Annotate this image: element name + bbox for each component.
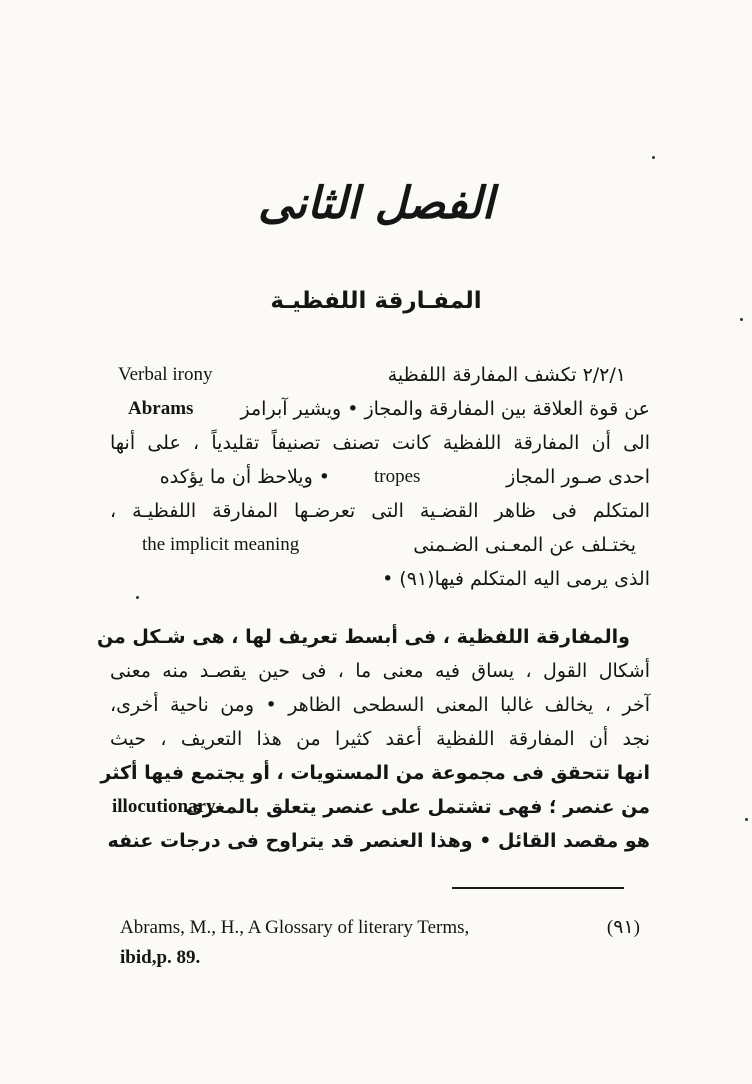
- p2-line6-english: illocutionary: [112, 796, 216, 817]
- p1-line1-arabic: ٢/٢/١ تكشف المفارقة اللفظية: [387, 364, 626, 386]
- p2-line2: أشكال القول ، يساق فيه معنى ما ، فى حين يقصـد منه معنى: [110, 660, 650, 682]
- scan-speck: [136, 596, 139, 599]
- p2-line7: هو مقصد القائل • وهذا العنصر قد يتراوح فى درجات عنفه: [107, 830, 650, 852]
- p1-line6-arabic: يختـلف عن المعـنى الضـمنى: [413, 534, 636, 556]
- scan-speck: [745, 818, 748, 821]
- p1-line7: الذى يرمى اليه المتكلم فيها(٩١) •: [382, 568, 650, 590]
- p2-line5: انها تتحقق فى مجموعة من المستويات ، أو يجتمع فيها أكثر: [100, 762, 650, 784]
- footnote-1-text: Abrams, M., H., A Glossary of literary Terms,: [120, 917, 470, 938]
- p1-line4-arabic-right: احدى صـور المجاز: [506, 466, 650, 488]
- p1-line1-english: Verbal irony: [118, 364, 213, 385]
- scan-speck: [652, 156, 655, 159]
- footnote-1-number: (٩١): [606, 917, 640, 938]
- p2-line3: آخر ، يخالف غالبا المعنى السطحى الظاهر • ومن ناحية أخرى،: [110, 694, 650, 716]
- p1-line4-arabic-left: • ويلاحظ أن ما يؤكده: [159, 466, 330, 488]
- p1-line4-english: tropes: [374, 466, 421, 487]
- p1-line5: المتكلم فى ظاهر القضـية التى تعرضـها المفارقة اللفظيـة ،: [110, 500, 650, 522]
- p2-line4: نجد أن المفارقة اللفظية أعقد كثيرا من هذا التعريف ، حيث: [110, 728, 650, 750]
- p2-line1: والمفارقة اللفظية ، فى أبسط تعريف لها ، هى شـكل من: [96, 626, 630, 648]
- p1-line2-english: Abrams: [128, 398, 194, 419]
- footnote-separator: [452, 887, 624, 889]
- footnote-1: [120, 914, 640, 942]
- footnote-2: ibid,p. 89.: [120, 947, 201, 968]
- p1-line6-english: the implicit meaning: [142, 534, 300, 555]
- scan-speck: [740, 318, 743, 321]
- section-title: المفـارقة اللفظيـة: [270, 288, 482, 314]
- p1-line3: الى أن المفارقة اللفظية كانت تصنف تصنيفاً تقليدياً ، على أنها: [110, 432, 650, 454]
- chapter-title: الفصل الثانى: [258, 178, 494, 229]
- p2-line6-arabic: من عنصر ؛ فهى تشتمل على عنصر يتعلق بالمغزى: [185, 796, 650, 818]
- p1-line2-arabic: عن قوة العلاقة بين المفارقة والمجاز • ويشير آبرامز: [240, 398, 650, 420]
